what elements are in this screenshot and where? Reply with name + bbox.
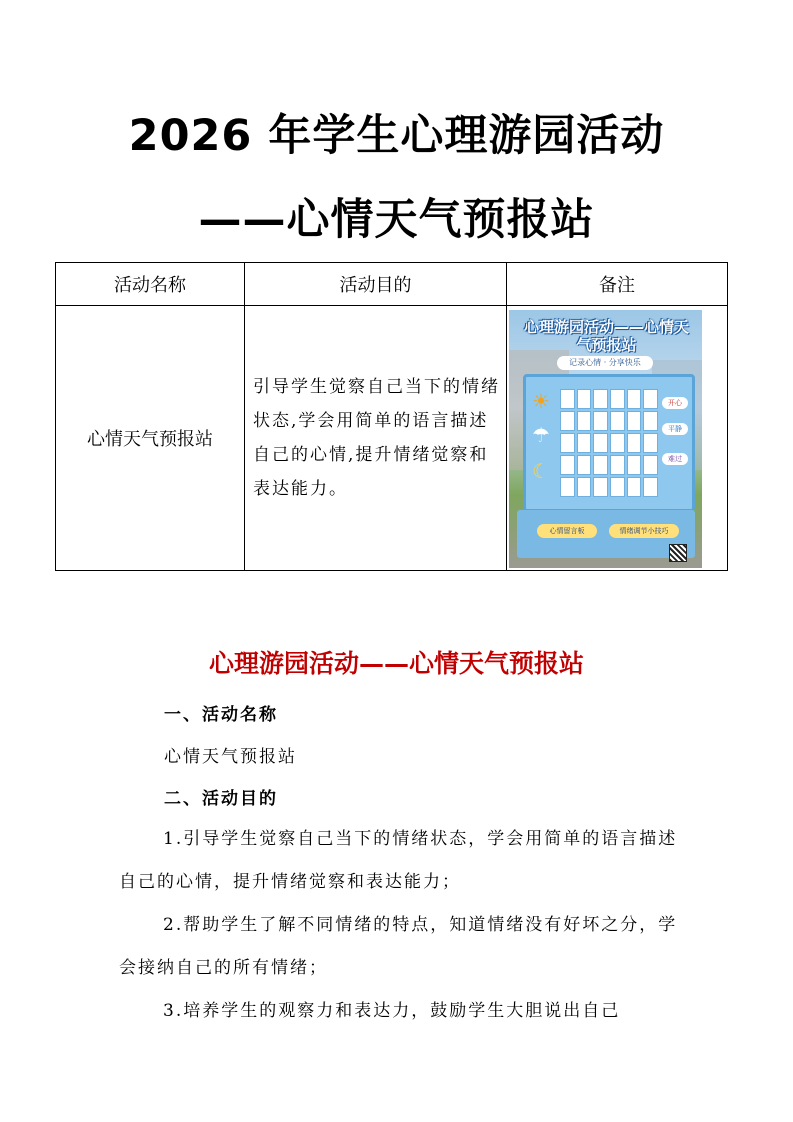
mood-label-calm: 平静	[662, 423, 688, 435]
rain-cloud-icon: ☂	[532, 423, 550, 447]
header-activity-name: 活动名称	[56, 263, 245, 306]
table-header-row	[56, 263, 728, 306]
purpose-item-2: 2.帮助学生了解不同情绪的特点，知道情绪没有好坏之分，学会接纳自己的所有情绪；	[119, 915, 678, 978]
section-title: 心理游园活动——心情天气预报站	[208, 649, 584, 678]
sun-cloud-icon: ☀	[532, 389, 550, 413]
cell-activity-name: 心情天气预报站	[56, 306, 245, 571]
cell-remarks	[507, 306, 728, 571]
document-subtitle: ——心情天气预报站	[198, 195, 595, 245]
activity-table	[55, 262, 728, 571]
poster-title: 心理游园活动——心情天气预报站	[523, 318, 689, 354]
message-board-label: 心情留言板	[537, 524, 597, 538]
poster-image	[509, 310, 702, 568]
poster-tagline: 记录心情 · 分享快乐	[557, 356, 653, 370]
mood-grid	[560, 389, 658, 497]
heading-activity-purpose: 二、活动目的	[164, 789, 278, 809]
header-remarks: 备注	[507, 263, 728, 306]
purpose-item-3: 3.培养学生的观察力和表达力，鼓励学生大胆说出自己	[163, 1001, 621, 1021]
purpose-item-1: 1.引导学生觉察自己当下的情绪状态，学会用简单的语言描述自己的心情，提升情绪觉察和表达能力；	[119, 829, 678, 892]
document-title: 2026 年学生心理游园活动	[128, 111, 665, 161]
mood-board	[523, 374, 695, 512]
moon-cloud-icon: ☾	[532, 459, 550, 483]
table-row	[56, 306, 728, 571]
header-activity-purpose: 活动目的	[245, 263, 507, 306]
emotion-tips-label: 情绪调节小技巧	[609, 524, 679, 538]
mood-label-sad: 难过	[662, 453, 688, 465]
mood-label-happy: 开心	[662, 397, 688, 409]
activity-name-text: 心情天气预报站	[164, 747, 297, 767]
heading-activity-name: 一、活动名称	[164, 705, 278, 725]
cell-activity-purpose: 引导学生觉察自己当下的情绪状态,学会用简单的语言描述自己的心情,提升情绪觉察和表达能力。	[245, 306, 507, 571]
qr-code-icon	[669, 544, 687, 562]
